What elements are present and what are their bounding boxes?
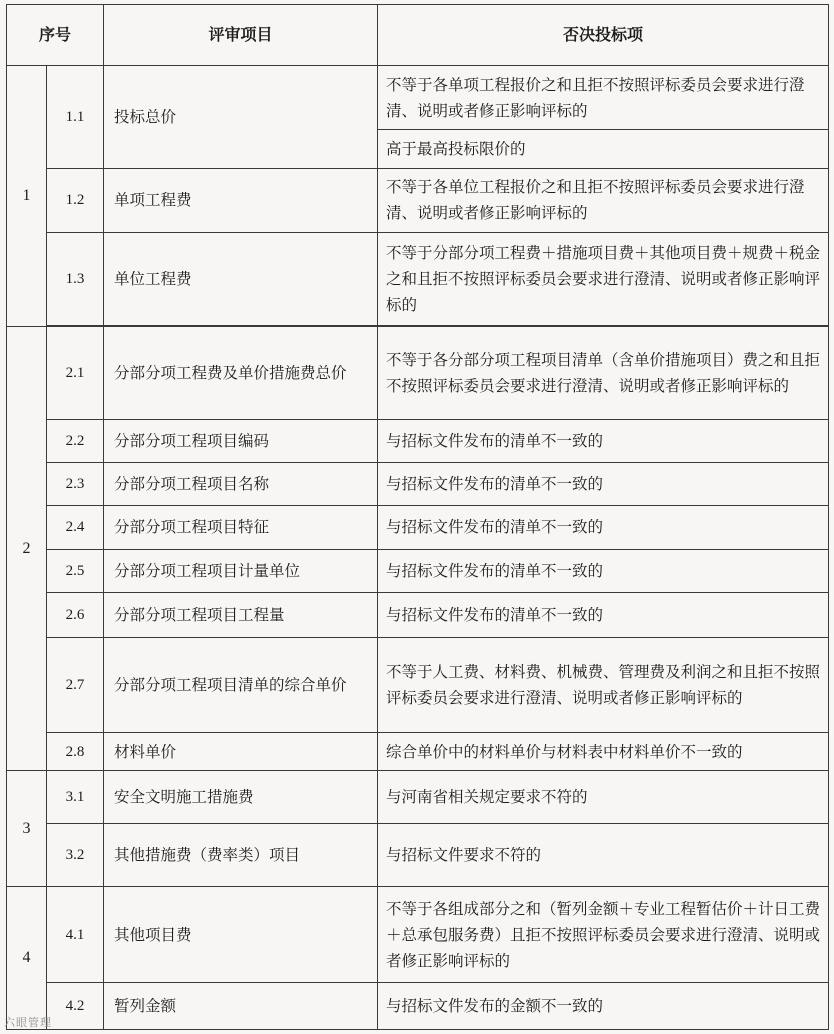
group-number: 1 (7, 66, 47, 327)
criterion-text: 与招标文件发布的金额不一致的 (378, 983, 829, 1030)
item-name: 安全文明施工措施费 (104, 771, 378, 824)
sub-number: 1.3 (47, 232, 104, 325)
item-name: 单位工程费 (104, 232, 378, 325)
table-row (7, 549, 829, 593)
table-row (7, 505, 829, 549)
sub-number: 2.2 (47, 420, 104, 463)
criterion-text: 不等于各组成部分之和（暂列金额＋专业工程暂估价＋计日工费＋总承包服务费）且拒不按照评标委员会要求进行澄清、说明或者修正影响评标的 (378, 887, 829, 983)
sub-number: 2.6 (47, 593, 104, 638)
criterion-text: 与招标文件发布的清单不一致的 (378, 463, 829, 506)
item-name: 投标总价 (104, 66, 378, 169)
criterion-text: 与招标文件要求不符的 (378, 824, 829, 887)
item-name: 其他措施费（费率类）项目 (104, 824, 378, 887)
evaluation-table (6, 4, 829, 1030)
criterion-text: 不等于各分部分项工程项目清单（含单价措施项目）费之和且拒不按照评标委员会要求进行澄清、说明或者修正影响评标的 (378, 326, 829, 420)
criterion-text: 与招标文件发布的清单不一致的 (378, 420, 829, 463)
table-row (7, 771, 829, 824)
table-row (7, 983, 829, 1030)
table-row (7, 168, 829, 232)
watermark: 六眼管理 (4, 1016, 52, 1029)
table-row (7, 732, 829, 771)
table-row (7, 593, 829, 638)
sub-number: 4.1 (47, 887, 104, 983)
group-number: 2 (7, 326, 47, 771)
table-row (7, 638, 829, 733)
item-name: 分部分项工程项目计量单位 (104, 549, 378, 593)
criterion-text: 不等于分部分项工程费＋措施项目费＋其他项目费＋规费＋税金之和且拒不按照评标委员会要求进行澄清、说明或者修正影响评标的 (378, 232, 829, 325)
sub-number: 1.1 (47, 66, 104, 169)
criterion-text: 与招标文件发布的清单不一致的 (378, 549, 829, 593)
table-row (7, 463, 829, 506)
sub-number: 2.7 (47, 638, 104, 733)
group-number: 3 (7, 771, 47, 887)
item-name: 暂列金额 (104, 983, 378, 1030)
sub-number: 1.2 (47, 168, 104, 232)
table-row (7, 326, 829, 420)
table-row (7, 887, 829, 983)
criterion-text: 不等于人工费、材料费、机械费、管理费及利润之和且拒不按照评标委员会要求进行澄清、说明或者修正影响评标的 (378, 638, 829, 733)
sub-number: 2.3 (47, 463, 104, 506)
group-number: 4 (7, 887, 47, 1030)
criterion-text: 与招标文件发布的清单不一致的 (378, 593, 829, 638)
item-name: 材料单价 (104, 732, 378, 771)
item-name: 分部分项工程费及单价措施费总价 (104, 326, 378, 420)
header-seq: 序号 (7, 5, 104, 66)
header-row (7, 5, 829, 66)
criterion-text: 不等于各单位工程报价之和且拒不按照评标委员会要求进行澄清、说明或者修正影响评标的 (378, 168, 829, 232)
sub-number: 3.2 (47, 824, 104, 887)
header-item: 评审项目 (104, 5, 378, 66)
criterion-text: 高于最高投标限价的 (378, 130, 829, 169)
item-name: 分部分项工程项目特征 (104, 505, 378, 549)
table-row (7, 66, 829, 130)
item-name: 其他项目费 (104, 887, 378, 983)
criterion-text: 不等于各单项工程报价之和且拒不按照评标委员会要求进行澄清、说明或者修正影响评标的 (378, 66, 829, 130)
criterion-text: 与河南省相关规定要求不符的 (378, 771, 829, 824)
sub-number: 4.2 (47, 983, 104, 1030)
sub-number: 2.1 (47, 326, 104, 420)
item-name: 分部分项工程项目清单的综合单价 (104, 638, 378, 733)
sub-number: 2.4 (47, 505, 104, 549)
table-row (7, 824, 829, 887)
sub-number: 3.1 (47, 771, 104, 824)
header-criterion: 否决投标项 (378, 5, 829, 66)
table-row (7, 232, 829, 325)
criterion-text: 综合单价中的材料单价与材料表中材料单价不一致的 (378, 732, 829, 771)
criterion-text: 与招标文件发布的清单不一致的 (378, 505, 829, 549)
sub-number: 2.8 (47, 732, 104, 771)
item-name: 分部分项工程项目工程量 (104, 593, 378, 638)
sub-number: 2.5 (47, 549, 104, 593)
table-row (7, 420, 829, 463)
item-name: 单项工程费 (104, 168, 378, 232)
item-name: 分部分项工程项目名称 (104, 463, 378, 506)
item-name: 分部分项工程项目编码 (104, 420, 378, 463)
